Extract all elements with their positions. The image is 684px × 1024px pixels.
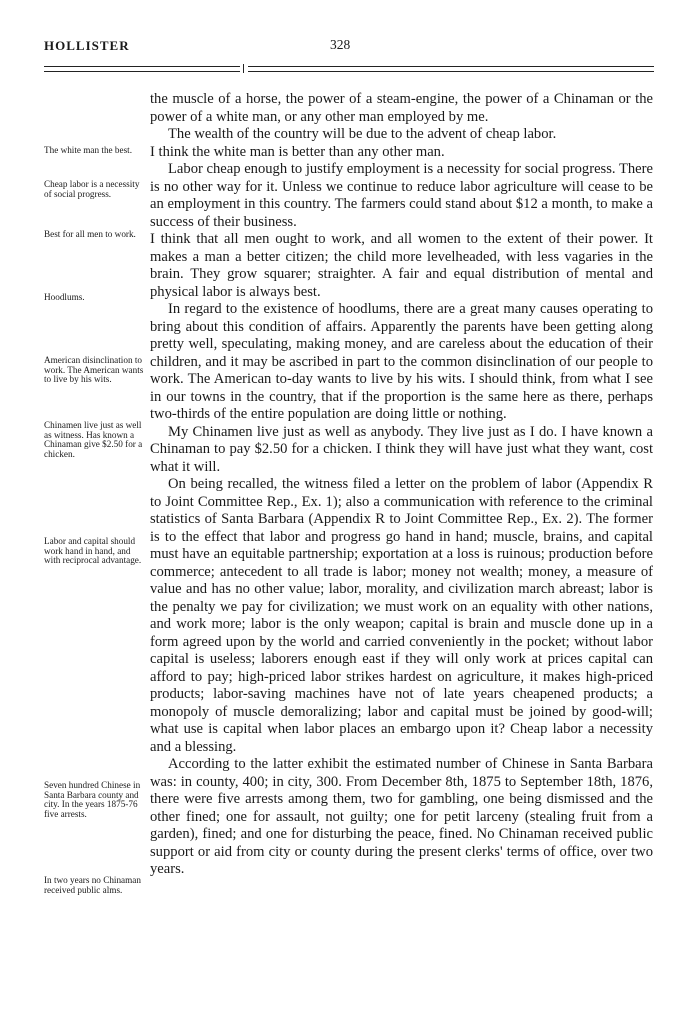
body-text	[150, 91, 653, 879]
running-head: HOLLISTER	[44, 38, 130, 53]
paragraph: The wealth of the country will be due to the advent of cheap labor.	[168, 126, 557, 142]
paragraph: I think that all men ought to work, and all women to the extent of their power. It makes a man a better citizen; the child more levelheaded, with less vagaries in the brain. They grow squarer; straighter. A fair and equal distribution of mental and physical labor is always best.	[150, 231, 653, 300]
sidenote: Cheap labor is a necessity of social progress.	[44, 179, 140, 199]
sidenote: Hoodlums.	[44, 292, 85, 302]
sidenote: Seven hundred Chinese in Santa Barbara county and city. In the years 1875-76 five arrests.	[44, 780, 141, 819]
sidenote: Chinamen live just as well as witness. Has known a Chinaman give $2.50 for a chicken.	[44, 420, 143, 459]
sidenote: Labor and capital should work hand in hand, and with reciprocal advantage.	[44, 536, 142, 566]
header-rule-bottom	[44, 71, 654, 72]
sidenote: The white man the best.	[44, 145, 133, 155]
page-number: 328	[330, 37, 351, 52]
paragraph: In regard to the existence of hoodlums, there are a great many causes operating to bring about this condition of affairs. Apparently the parents have been getting along pretty well, speculating, making money, and are careless about the education of their children, and it may be ascribed in part to the common disinclination of our people to work. The American to-day wants to live by his wits. I should think, from what I see in our towns in the country, that if the proportion is the same here as there, perhaps two-thirds of the entire population are doing little or nothing.	[150, 301, 653, 422]
paragraph: the muscle of a horse, the power of a steam-engine, the power of a Chinaman or the power of a white man, or any other man employed by me.	[150, 91, 653, 125]
paragraph: I think the white man is better than any other man.	[150, 143, 445, 160]
sidenote: In two years no Chinaman received public alms.	[44, 875, 141, 895]
paragraph: According to the latter exhibit the estimated number of Chinese in Santa Barbara was: in county, 400; in city, 300. From December 8th, 1875 to September 18th, 1876, there were five arrests among them, two for gambling, one being dismissed and the other fined; one for assault, not guilty; one for petit larceny (stealing fruit from a garden), fined; and one for disturbing the peace, fined. No Chinaman received public support or aid from city or county during the present clerks' terms of office, over two years.	[150, 756, 653, 877]
paragraph: Labor cheap enough to justify employment is a necessity for social progress. There is no other way for it. Unless we continue to reduce labor agriculture will cease to be an employment in this country. The farmers could stand about $12 a month, to make a success of their business.	[150, 161, 653, 230]
sidenote: American disinclination to work. The American wants to live by his wits.	[44, 355, 144, 385]
sidenote: Best for all men to work.	[44, 229, 136, 239]
rule-ornament	[240, 64, 248, 73]
paragraph: My Chinamen live just as well as anybody. They live just as I do. I have known a Chinaman to pay $2.50 for a chicken. I think they will have just what they want, cost what it will.	[150, 423, 653, 475]
paragraph: On being recalled, the witness filed a letter on the problem of labor (Appendix R to Joint Committee Rep., Ex. 1); also a communication with reference to the criminal statistics of Santa Barbara (Appendix R to Joint Committee Rep., Ex. 2). The former is to the effect that labor and progress go hand in hand; muscle, brains, and capital must have an equitable partnership; exportation at a loss is ruinous; production before commerce; antecedent to all trade is labor; money not wealth; money, a measure of value and has no other value; labor, morality, and civilization march abreast; labor is the penalty we pay for civilization; we must work on an equality with other nations, and work more; labor is the only weapon; capital is brain and muscle done up in a form agreed upon by the world and carried conveniently in the pocket; without labor capital is useless; laborers enough east if they will only work at prices capital can afford to pay; high-priced labor strikes hardest on agriculture, it makes high-priced products; labor-saving machines have not of late years cheapened products; a monopoly of muscle demoralizing; labor and capital must be joined by good-will; what use is capital when labor places an embargo upon it? Cheap labor a necessity and a blessing.	[150, 476, 653, 755]
header-rule-top	[44, 66, 654, 67]
